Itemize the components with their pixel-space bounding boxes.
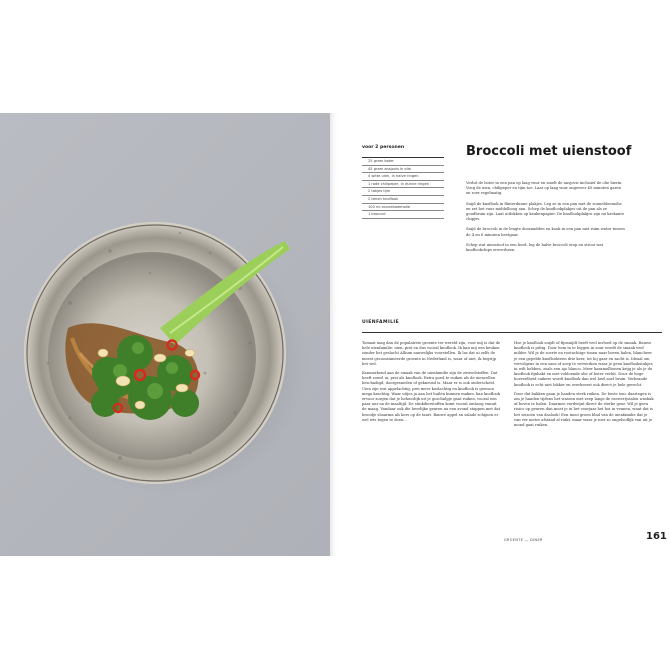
running-footer: GROENTE — DINER [504,538,543,542]
recipe-step: Verhit de boter in een pan op laag vuur en smelt de ansjovis inclusief de olie hierin. Voeg de uien, chilipeper en tijm toe. Laat op laag vuur ongeveer 40 minuten garen en roer regelmatig. [466,181,623,196]
ingredient-item: 4 witte uien, in halve ringen [362,173,444,181]
article-paragraph: Hoe je knoflook snijdt of fijnsnijdt heeft veel invloed op de smaak. Rauwe knoflook is pittig. Door hem in te leggen in zuur wordt de smaak veel milder. Wil je de scerte en rootachtige tonen naar boven halen, blancheer je een gepelde knoflookteen drie keer, tot hij gaar en zacht is. Ideaal om vervolgens in een saus of soep te verwerken waar je geen knoflookstukjes in wilt hebben, zoals een ajo blanco. Meer karamelltonen krijg je als je de knoflook fijnhakt en met voldoende olie of boter verhit. Door de hoge hoeveelheid suikers wordt knoflook dan wel heel snel bruin. Verbrande knoflook is echt niet lekker en overheerst ook direct je hele gerecht. [514,341,653,387]
text-page [330,113,670,556]
page-number: 161 [646,531,667,542]
recipe-title: Broccoli met uienstoof [466,144,632,159]
ingredient-item: 2 tenen knoflook [362,196,444,204]
article-column-left [362,341,502,427]
article-paragraph: Tomaat mag dan de populairste groente ter wereld zijn, voor mij is dat de hele uienfamilie: uien, prei en dus vooral knoflook. Ik kan mij een keuken zonder het geslacht Allium nauwelijks voorstellen. Ik las dat ui zelfs de meest gecomsumeerde groente in Nederland is, waar of niet, ik begrijp het wel. [362,341,501,366]
section-divider [362,332,662,333]
dish-photo [0,113,330,556]
article-paragraph: Door dat bakken gaan je handen sterk ruiken. De beste truc daartegen is om je handen tijdens het wassen met zeep langs de roestvrijstalen wasbak af boven te halen. Daarmee verdwijnt direct de sterke geur. Wil je geen risico op geuren dan moet je in het voorjaar het hoi in vennen, want dat is het seizoen van daslook! Een mooi groen blad van de uienfamilie dat je van ver meter afstand al ruikt, maar waar je niet zo ongelooflijk van uit je mond gaat ruiken. [514,391,654,428]
recipe-step: Snijd de knoflook in flinterdunne plakjes. Leg ze in een pan met de zonnebloemolie en zet het vuur middelhoog aan. Schep de knoflookplakjes uit de pan als ze goudbruin zijn. Laat uitlekken op keukenpapier. De knoflookplakjes zijn nu krokante chipjes. [466,201,624,222]
ingredient-item: 1 rode chilipeper, in dunne ringen [362,181,444,189]
ingredient-list [362,157,444,219]
article-paragraph: Kenmerkend aan de smaak van de uienfamilie zijn de zwavelstoffen. Dat heeft zowel ui, prei als knoflook. Extra goed te ruiken als de uiencellen beschadigd, doorgesneden of gekneusd is. Maar er is ook onderscheid. Uien zijn wat appelachtig, prei meer koolachtig en knoflook is gewoon mega krachtig. Waar uitjes ja aan het huilen kunnen maken, kan knoflook ervoor zorgen dat je behoorlijk uit je goschulpje gaat ruiken, vooral een paar uur na de maaltijd. De stinkdierstoffen komt vooral omhoog vanuit de maag. Vandaar ook die heerlijke geuren na een avond stappen met dat broodje shoarma als kers op de taart. Bauwe appel en salade schijnen er wel iets tegen te doen... [362,371,501,422]
ingredient-item: 100 ml zonnebloemolie [362,204,444,212]
ingredient-item: 45 gram ansjovis in olie [362,166,444,174]
article-column-right [514,341,654,432]
ingredient-item: 1 broccoli [362,211,444,219]
ingredient-item: 2 takjes tijm [362,188,444,196]
servings-label: voor 2 personen [362,145,405,150]
section-heading: UIENFAMILIE [362,320,400,325]
recipe-step: Snijd de broccoli in de lengte doormidden en kook in een pan met ruim water tussen de 4 en 6 minuten beetgaar. [466,227,625,237]
recipe-step: Schep wat uienstoof in een bord, leg de halve broccoli erop en strooi wat knoflookchips eroverheen. [466,242,604,253]
book-spread [0,113,670,556]
photo-page [0,113,330,556]
ingredient-item: 25 gram boter [362,158,444,166]
recipe-steps [466,181,626,258]
